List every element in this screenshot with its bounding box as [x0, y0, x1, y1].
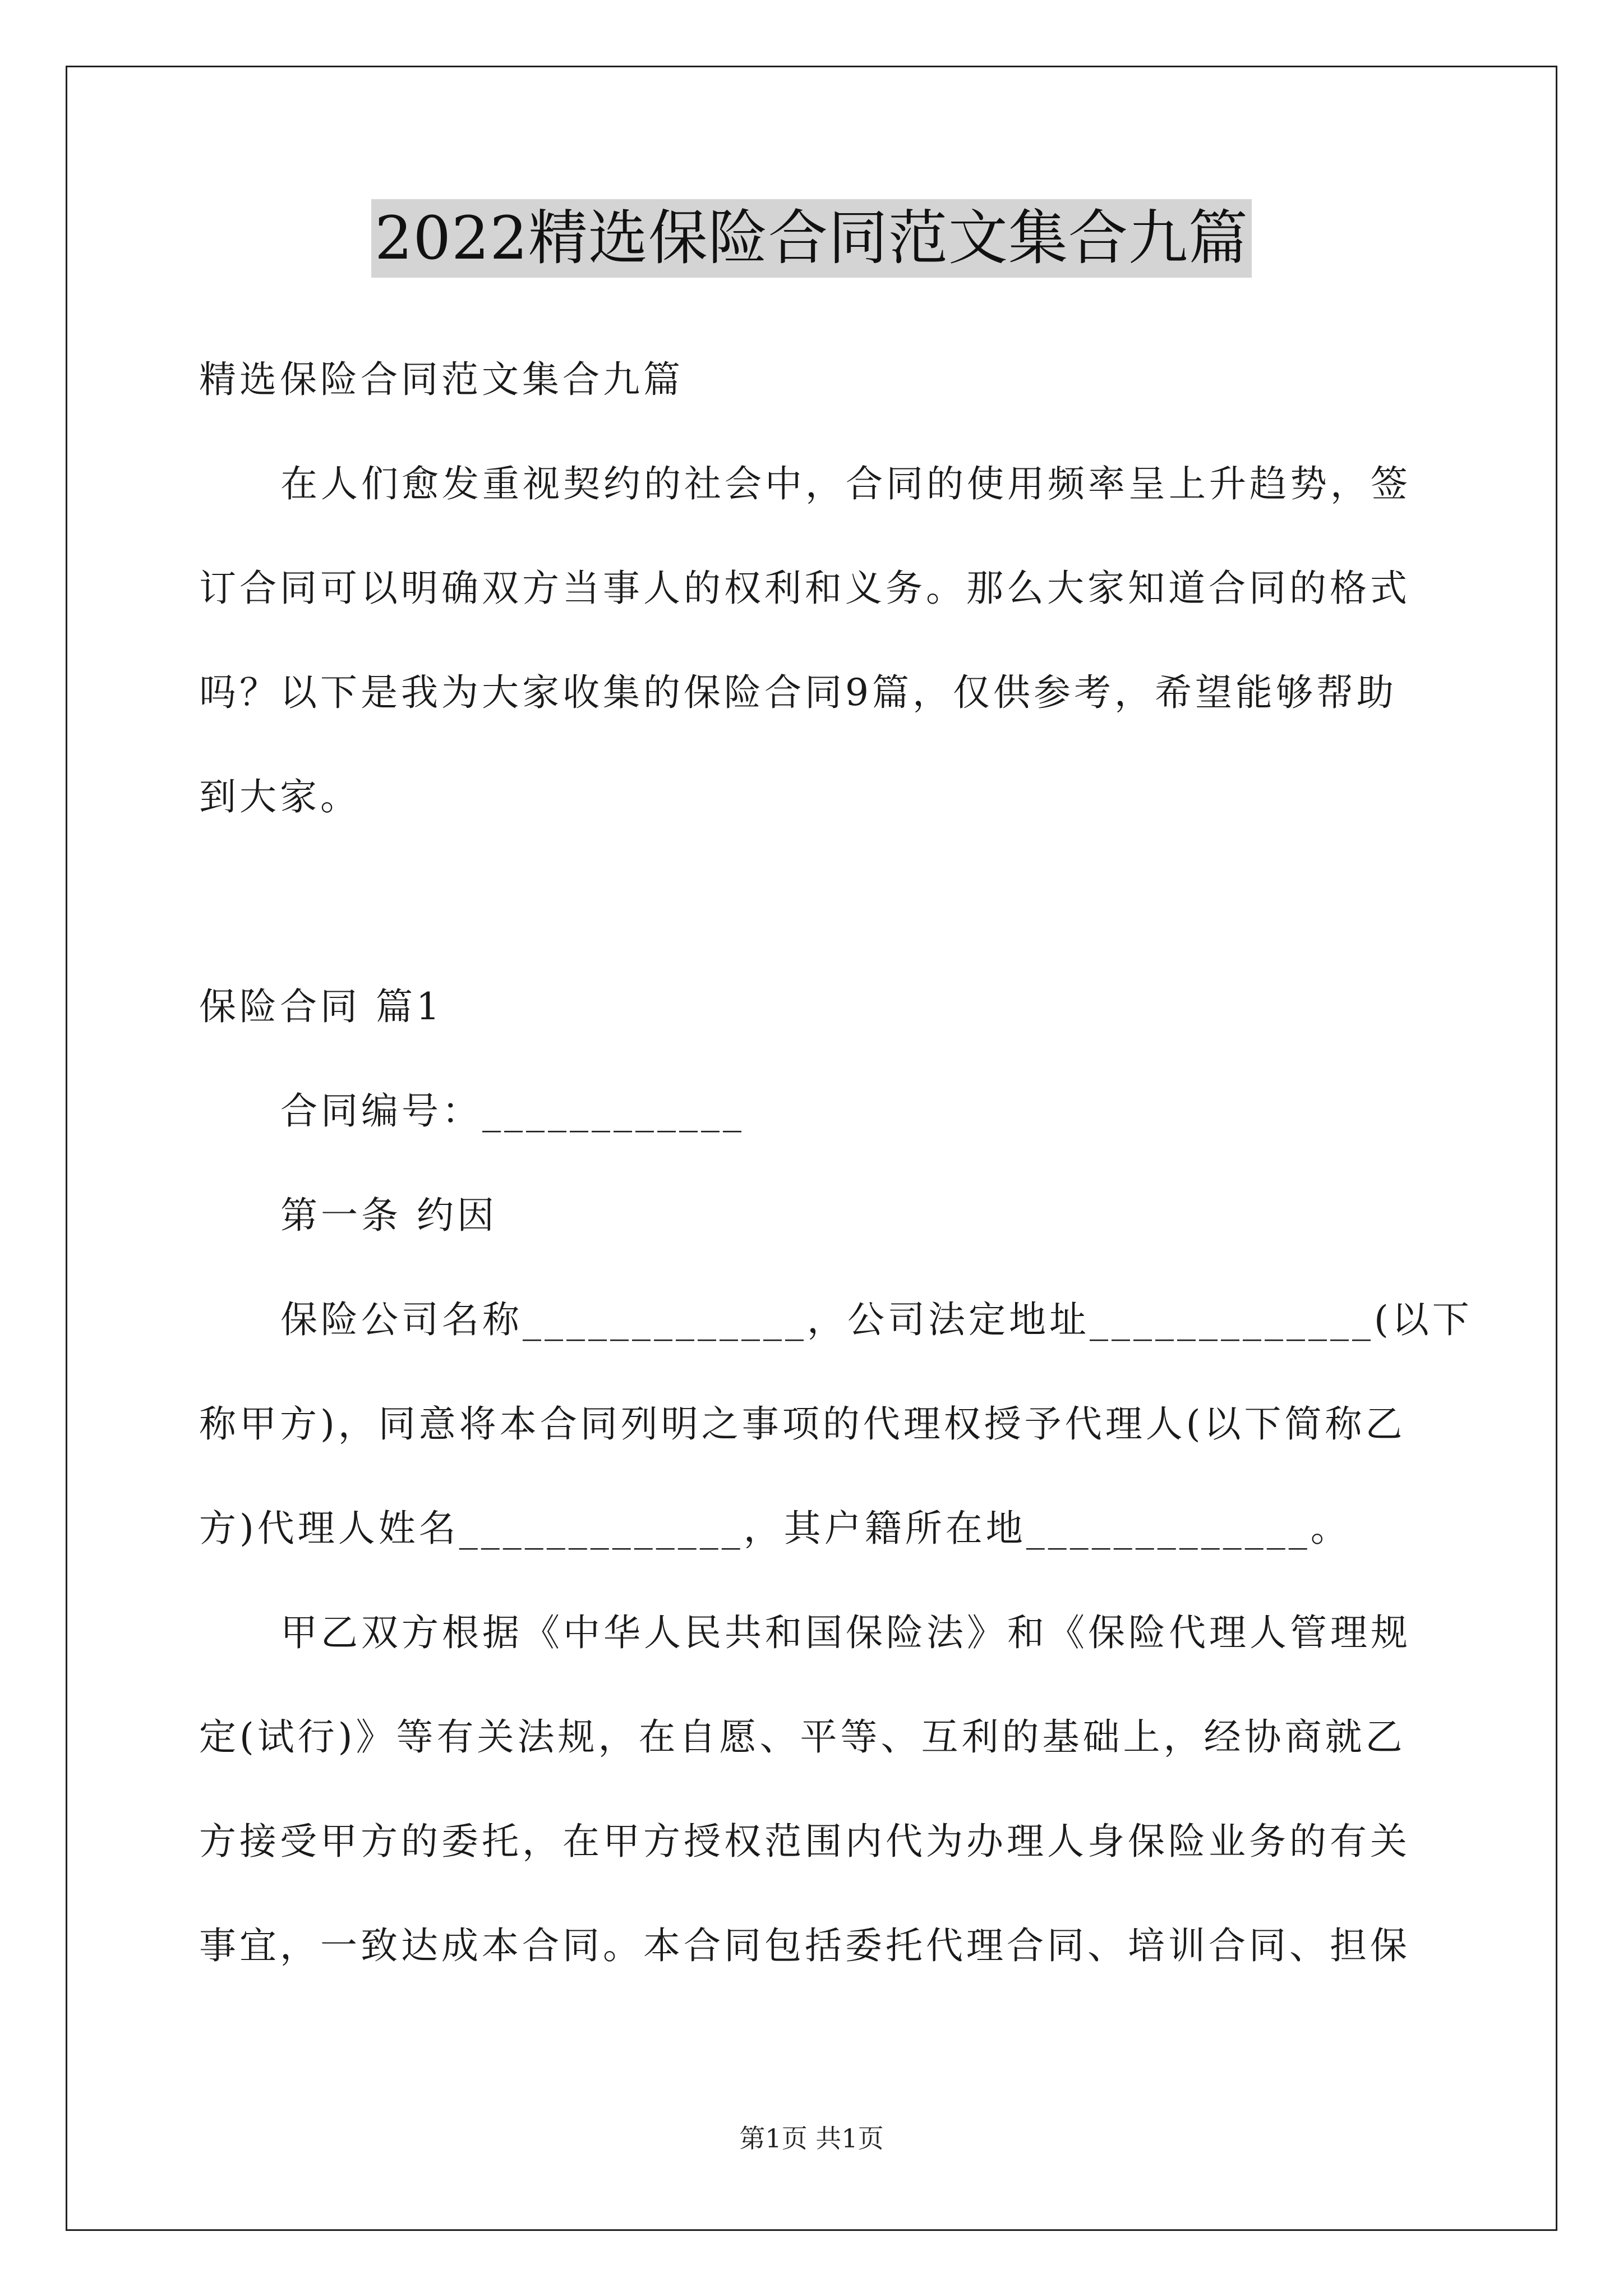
- document-title: 2022精选保险合同范文集合九篇: [371, 199, 1252, 278]
- basis-line-1: 甲乙双方根据《中华人民共和国保险法》和《保险代理人管理规: [280, 1611, 1411, 1654]
- article-one-heading: 第一条 约因: [280, 1194, 497, 1237]
- intro-line-2: 订合同可以明确双方当事人的权利和义务。那么大家知道合同的格式: [199, 567, 1410, 610]
- party-line-1: 保险公司名称_____________，公司法定地址_____________(以下: [280, 1298, 1473, 1341]
- contract-number: 合同编号：____________: [280, 1089, 745, 1133]
- page-footer: 第1页 共1页: [739, 2123, 884, 2154]
- basis-line-4: 事宜，一致达成本合同。本合同包括委托代理合同、培训合同、担保: [199, 1924, 1410, 1967]
- intro-line-4: 到大家。: [199, 775, 361, 818]
- section-heading: 保险合同 篇1: [199, 985, 443, 1028]
- party-line-2: 称甲方)，同意将本合同列明之事项的代理权授予代理人(以下简称乙: [199, 1402, 1406, 1446]
- intro-line-3: 吗？以下是我为大家收集的保险合同9篇，仅供参考，希望能够帮助: [199, 671, 1397, 714]
- document-subtitle: 精选保险合同范文集合九篇: [199, 358, 684, 401]
- basis-line-2: 定(试行)》等有关法规，在自愿、平等、互利的基础上，经协商就乙: [199, 1715, 1406, 1759]
- party-line-3: 方)代理人姓名_____________，其户籍所在地_____________。: [199, 1507, 1351, 1550]
- title-container: [0, 199, 1623, 278]
- intro-line-1: 在人们愈发重视契约的社会中，合同的使用频率呈上升趋势，签: [280, 462, 1411, 505]
- basis-line-3: 方接受甲方的委托，在甲方授权范围内代为办理人身保险业务的有关: [199, 1820, 1410, 1863]
